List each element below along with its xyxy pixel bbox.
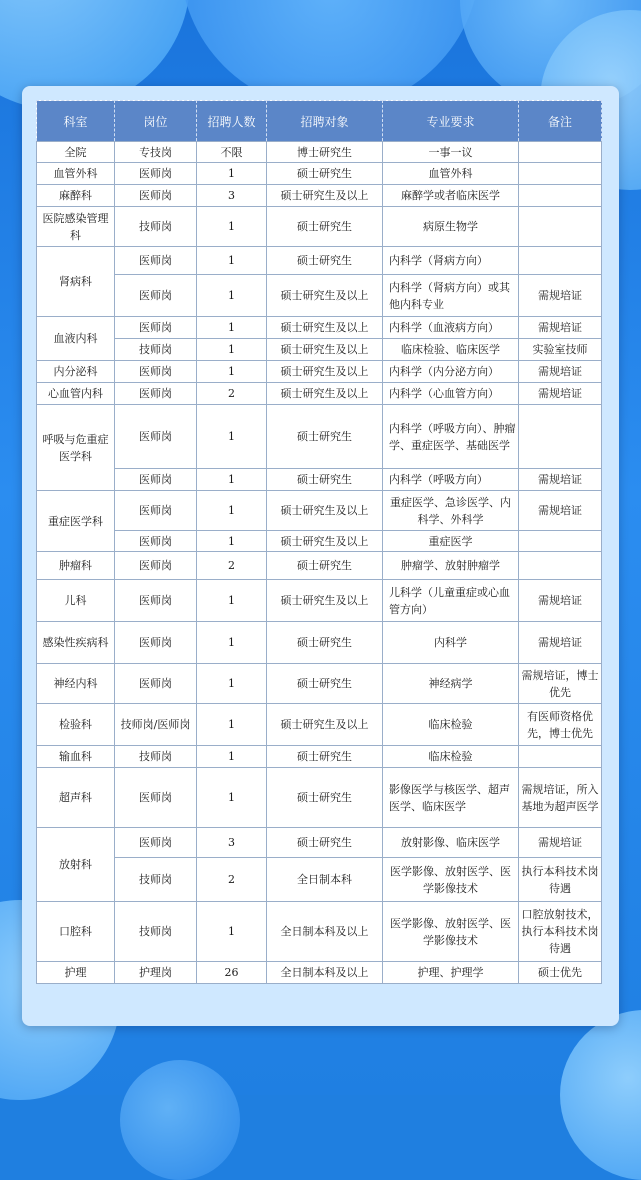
cell-num: 1 [197,207,267,247]
table-row [37,247,602,275]
cell-num: 3 [197,185,267,207]
cell-target: 硕士研究生 [267,552,383,580]
cell-note [519,247,602,275]
table-row [37,664,602,704]
cell-note: 需规培证 [519,469,602,491]
cell-num: 1 [197,768,267,828]
cell-target: 硕士研究生 [267,664,383,704]
cell-major: 内科学 [383,622,519,664]
table-row [37,768,602,828]
cell-post: 护理岗 [115,962,197,984]
cell-post: 医师岗 [115,768,197,828]
cell-post: 医师岗 [115,828,197,858]
cell-note [519,552,602,580]
cell-post: 医师岗 [115,185,197,207]
cell-note [519,405,602,469]
cell-post: 技师岗 [115,339,197,361]
cell-dept: 医院感染管理科 [37,207,115,247]
cell-target: 全日制本科 [267,858,383,902]
cell-dept: 护理 [37,962,115,984]
cell-major: 内科学（肾病方向）或其他内科专业 [383,275,519,317]
cell-post: 医师岗 [115,664,197,704]
cell-major: 内科学（呼吸方向） [383,469,519,491]
cell-major: 医学影像、放射医学、医学影像技术 [383,902,519,962]
cell-major: 血管外科 [383,163,519,185]
table-row [37,361,602,383]
table-row [37,317,602,339]
cell-num: 不限 [197,142,267,163]
cell-major: 肿瘤学、放射肿瘤学 [383,552,519,580]
cell-major: 临床检验 [383,746,519,768]
cell-dept: 全院 [37,142,115,163]
cell-post: 医师岗 [115,361,197,383]
cell-note: 需规培证 [519,580,602,622]
cell-note: 需规培证 [519,491,602,531]
cell-post: 医师岗 [115,491,197,531]
cell-dept: 儿科 [37,580,115,622]
table-row [37,962,602,984]
table-row [37,275,602,317]
table-row [37,142,602,163]
table-row [37,828,602,858]
table-row [37,858,602,902]
cell-dept: 口腔科 [37,902,115,962]
cell-note [519,185,602,207]
cell-note [519,207,602,247]
cell-target: 全日制本科及以上 [267,902,383,962]
table-row [37,185,602,207]
cell-note: 执行本科技术岗待遇 [519,858,602,902]
cell-dept: 输血科 [37,746,115,768]
recruitment-table [36,100,602,984]
cell-dept: 重症医学科 [37,491,115,552]
cell-note: 有医师资格优先，博士优先 [519,704,602,746]
cell-num: 1 [197,317,267,339]
cell-major: 病原生物学 [383,207,519,247]
cell-major: 影像医学与核医学、超声医学、临床医学 [383,768,519,828]
cell-note [519,531,602,552]
table-row [37,207,602,247]
recruitment-table-wrapper [36,100,601,984]
cell-note [519,746,602,768]
cell-major: 重症医学、急诊医学、内科学、外科学 [383,491,519,531]
cell-dept: 神经内科 [37,664,115,704]
cell-target: 全日制本科及以上 [267,962,383,984]
header-note: 备注 [519,101,602,142]
cell-num: 1 [197,339,267,361]
header-num: 招聘人数 [197,101,267,142]
cell-major: 麻醉学或者临床医学 [383,185,519,207]
cell-dept: 超声科 [37,768,115,828]
table-row [37,622,602,664]
cell-dept: 血液内科 [37,317,115,361]
cell-num: 1 [197,361,267,383]
cell-num: 1 [197,664,267,704]
table-row [37,383,602,405]
cell-post: 技师岗 [115,902,197,962]
cell-post: 医师岗 [115,405,197,469]
cell-major: 内科学（内分泌方向） [383,361,519,383]
cell-dept: 麻醉科 [37,185,115,207]
cell-post: 技师岗 [115,207,197,247]
cell-dept: 心血管内科 [37,383,115,405]
cell-post: 医师岗 [115,383,197,405]
cell-post: 医师岗 [115,163,197,185]
cell-major: 儿科学（儿童重症或心血管方向） [383,580,519,622]
cell-num: 1 [197,622,267,664]
table-row [37,580,602,622]
cell-post: 医师岗 [115,622,197,664]
cell-dept: 检验科 [37,704,115,746]
cell-target: 硕士研究生及以上 [267,185,383,207]
cell-target: 硕士研究生及以上 [267,580,383,622]
cell-num: 1 [197,531,267,552]
cell-note: 口腔放射技术，执行本科技术岗待遇 [519,902,602,962]
table-row [37,405,602,469]
cell-target: 硕士研究生 [267,828,383,858]
cell-target: 硕士研究生及以上 [267,339,383,361]
cell-major: 内科学（心血管方向） [383,383,519,405]
cell-note: 需规培证，所入基地为超声医学 [519,768,602,828]
cell-note [519,142,602,163]
cell-major: 内科学（血液病方向） [383,317,519,339]
cell-target: 硕士研究生及以上 [267,361,383,383]
table-row [37,552,602,580]
cell-note: 需规培证 [519,361,602,383]
cell-num: 1 [197,275,267,317]
cell-major: 神经病学 [383,664,519,704]
cell-num: 2 [197,383,267,405]
cell-num: 1 [197,405,267,469]
cell-target: 硕士研究生 [267,469,383,491]
cell-note: 需规培证 [519,828,602,858]
cell-target: 硕士研究生 [267,247,383,275]
cell-post: 技师岗/医师岗 [115,704,197,746]
table-row [37,704,602,746]
cell-major: 护理、护理学 [383,962,519,984]
cell-dept: 呼吸与危重症医学科 [37,405,115,491]
cell-num: 1 [197,469,267,491]
header-major: 专业要求 [383,101,519,142]
cell-post: 技师岗 [115,746,197,768]
cell-note: 需规培证，博士优先 [519,664,602,704]
table-header-row [37,101,602,142]
cell-note: 硕士优先 [519,962,602,984]
cell-target: 硕士研究生 [267,207,383,247]
cell-major: 一事一议 [383,142,519,163]
cell-post: 医师岗 [115,275,197,317]
cell-num: 1 [197,163,267,185]
cell-dept: 肿瘤科 [37,552,115,580]
table-row [37,902,602,962]
decorative-bubble [120,1060,240,1180]
cell-major: 重症医学 [383,531,519,552]
cell-post: 医师岗 [115,247,197,275]
cell-num: 1 [197,580,267,622]
cell-target: 硕士研究生 [267,768,383,828]
cell-num: 3 [197,828,267,858]
cell-note [519,163,602,185]
cell-target: 硕士研究生及以上 [267,531,383,552]
cell-target: 硕士研究生及以上 [267,317,383,339]
cell-target: 硕士研究生 [267,405,383,469]
cell-note: 需规培证 [519,317,602,339]
cell-dept: 肾病科 [37,247,115,317]
table-row [37,339,602,361]
cell-target: 硕士研究生 [267,746,383,768]
table-row [37,531,602,552]
cell-num: 1 [197,247,267,275]
cell-target: 硕士研究生及以上 [267,491,383,531]
table-row [37,469,602,491]
cell-target: 硕士研究生及以上 [267,704,383,746]
cell-num: 1 [197,746,267,768]
cell-post: 医师岗 [115,580,197,622]
table-row [37,746,602,768]
cell-target: 博士研究生 [267,142,383,163]
cell-post: 医师岗 [115,531,197,552]
cell-dept: 放射科 [37,828,115,902]
table-row [37,163,602,185]
cell-num: 1 [197,704,267,746]
cell-major: 内科学（肾病方向） [383,247,519,275]
cell-num: 1 [197,491,267,531]
table-row [37,491,602,531]
cell-target: 硕士研究生及以上 [267,383,383,405]
header-post: 岗位 [115,101,197,142]
table-card [22,86,619,1026]
cell-num: 26 [197,962,267,984]
cell-dept: 内分泌科 [37,361,115,383]
cell-post: 医师岗 [115,469,197,491]
cell-target: 硕士研究生 [267,163,383,185]
cell-major: 临床检验、临床医学 [383,339,519,361]
cell-target: 硕士研究生及以上 [267,275,383,317]
cell-target: 硕士研究生 [267,622,383,664]
cell-dept: 血管外科 [37,163,115,185]
cell-major: 医学影像、放射医学、医学影像技术 [383,858,519,902]
cell-major: 临床检验 [383,704,519,746]
header-target: 招聘对象 [267,101,383,142]
cell-note: 实验室技师 [519,339,602,361]
header-dept: 科室 [37,101,115,142]
cell-note: 需规培证 [519,275,602,317]
cell-post: 医师岗 [115,317,197,339]
cell-note: 需规培证 [519,622,602,664]
cell-major: 内科学（呼吸方向）、肿瘤学、重症医学、基础医学 [383,405,519,469]
cell-num: 1 [197,902,267,962]
cell-major: 放射影像、临床医学 [383,828,519,858]
cell-num: 2 [197,858,267,902]
cell-post: 专技岗 [115,142,197,163]
cell-num: 2 [197,552,267,580]
cell-post: 医师岗 [115,552,197,580]
cell-dept: 感染性疾病科 [37,622,115,664]
cell-post: 技师岗 [115,858,197,902]
cell-note: 需规培证 [519,383,602,405]
